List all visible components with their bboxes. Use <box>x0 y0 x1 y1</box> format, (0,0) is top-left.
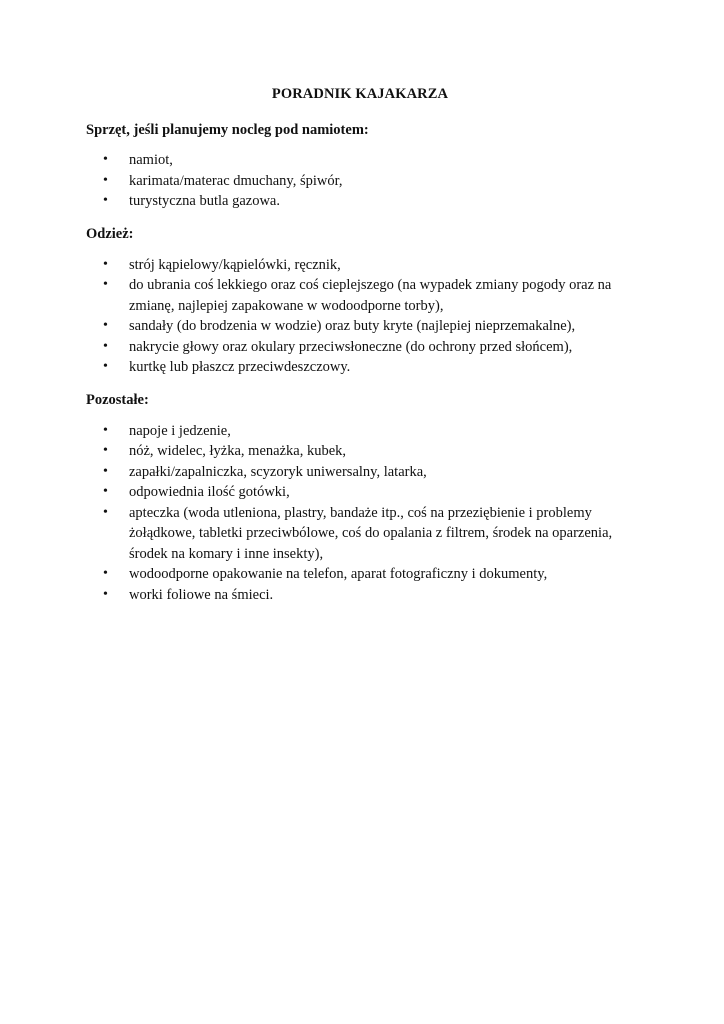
list-item-text: napoje i jedzenie, <box>129 422 231 439</box>
list-item-text: namiot, <box>129 152 173 168</box>
bullet-icon: • <box>103 172 108 188</box>
list-item-text: zapałki/zapalniczka, scyzoryk uniwersalny, latarka, <box>129 463 427 480</box>
bullet-icon: • <box>103 359 108 374</box>
bullet-icon: • <box>103 277 108 292</box>
bullet-icon: • <box>103 566 108 581</box>
section-heading-equipment: Sprzęt, jeśli planujemy nocleg pod namiotem: <box>86 122 369 138</box>
list-item <box>86 503 634 565</box>
list-item-text: strój kąpielowy/kąpielówki, ręcznik, <box>129 256 341 273</box>
bullet-icon: • <box>103 443 108 458</box>
list-item <box>86 482 634 503</box>
bullet-icon: • <box>103 586 108 602</box>
clothing-list <box>86 255 634 378</box>
page-title: PORADNIK KAJAKARZA <box>271 86 449 102</box>
list-item-text: do ubrania coś lekkiego oraz coś cieplejszego (na wypadek zmiany pogody oraz na zmianę, najlepiej zapakowane w wodoodporne torby), <box>129 277 612 314</box>
list-item-text: kurtkę lub płaszcz przeciwdeszczowy. <box>129 359 351 375</box>
bullet-icon: • <box>103 193 108 208</box>
list-item-text: nakrycie głowy oraz okulary przeciwsłoneczne (do ochrony przed słońcem), <box>129 338 573 355</box>
bullet-icon: • <box>103 152 108 167</box>
section-heading-other: Pozostałe: <box>86 391 149 408</box>
bullet-icon: • <box>103 256 108 272</box>
bullet-icon: • <box>103 463 108 479</box>
list-item <box>86 255 634 276</box>
list-item-text: turystyczna butla gazowa. <box>129 193 280 209</box>
list-item <box>86 316 634 337</box>
list-item <box>86 357 634 378</box>
list-item-text: nóż, widelec, łyżka, menażka, kubek, <box>129 443 347 459</box>
list-item <box>86 150 634 171</box>
list-item-text: karimata/materac dmuchany, śpiwór, <box>129 172 343 189</box>
equipment-list <box>86 150 634 212</box>
bullet-icon: • <box>103 484 108 499</box>
bullet-icon: • <box>103 504 108 520</box>
other-items-list <box>86 421 634 606</box>
list-item <box>86 171 634 192</box>
bullet-icon: • <box>103 338 108 354</box>
list-item <box>86 421 634 442</box>
list-item <box>86 191 634 212</box>
document-body <box>86 84 634 605</box>
list-item-text: sandały (do brodzenia w wodzie) oraz buty kryte (najlepiej nieprzemakalne), <box>129 318 576 334</box>
section-heading-clothing: Odzież: <box>86 225 134 242</box>
list-item-text: worki foliowe na śmieci. <box>129 586 274 603</box>
list-item <box>86 462 634 483</box>
list-item-text: wodoodporne opakowanie na telefon, aparat fotograficzny i dokumenty, <box>129 566 548 582</box>
list-item <box>86 441 634 462</box>
list-item-text: odpowiednia ilość gotówki, <box>129 484 290 500</box>
list-item <box>86 337 634 358</box>
list-item <box>86 564 634 585</box>
list-item <box>86 275 634 316</box>
list-item-text: apteczka (woda utleniona, plastry, bandaże itp., coś na przeziębienie i problemy żołądkowe, tabletki przeciwbólowe, coś do opalania z filtrem, środek na oparzenia, środek na komary i inne insekty), <box>129 504 613 562</box>
bullet-icon: • <box>103 318 108 333</box>
list-item <box>86 585 634 606</box>
bullet-icon: • <box>103 422 108 438</box>
